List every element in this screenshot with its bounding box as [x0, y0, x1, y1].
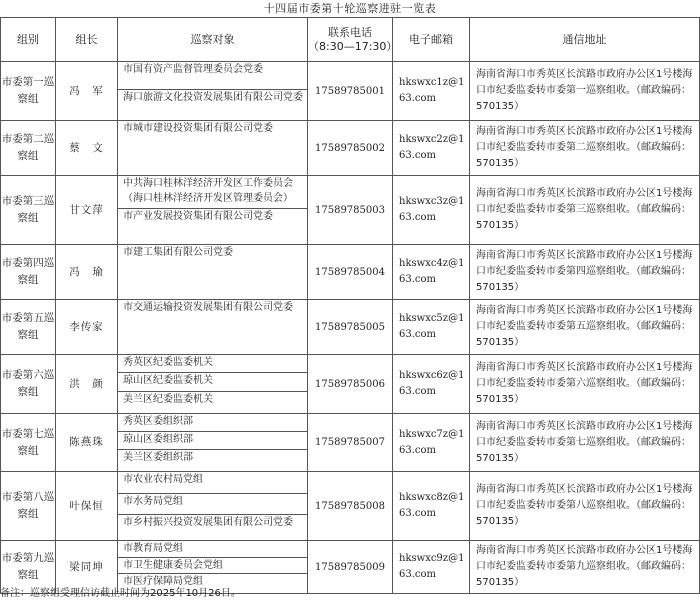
- header-email: 电子邮箱: [393, 18, 470, 62]
- phone-cell: 17589785008: [308, 472, 393, 541]
- target-item: 市医疗保障局党组: [123, 576, 203, 587]
- address-cell: 海南省海口市秀英区长滨路市政府办公区1号楼海口市纪委监委转市委第五巡察组收。（邮政编码：570135）: [470, 300, 700, 355]
- table-row: [1, 176, 700, 245]
- table-header-row: [1, 18, 700, 62]
- target-item: 市教育局党组: [118, 541, 307, 558]
- phone-cell: 17589785006: [308, 355, 393, 414]
- targets-cell: [118, 355, 308, 414]
- target-item: 海口旅游文化投资发展集团有限公司党委: [123, 92, 303, 103]
- address-cell: 海南省海口市秀英区长滨路市政府办公区1号楼海口市纪委监委转市委第四巡察组收。（邮政编码：570135）: [470, 245, 700, 300]
- email-cell: hkswxc8z@163.com: [393, 472, 470, 541]
- table-row: [1, 300, 700, 355]
- address-cell: 海南省海口市秀英区长滨路市政府办公区1号楼海口市纪委监委转市委第六巡察组收。（邮政编码：570135）: [470, 355, 700, 414]
- leader-cell: 李传家: [56, 300, 118, 355]
- table-row: [1, 121, 700, 176]
- header-target: 巡察对象: [118, 18, 308, 62]
- email-cell: hkswxc3z@163.com: [393, 176, 470, 245]
- leader-cell: 梁同坤: [56, 541, 118, 594]
- targets-cell: [118, 245, 308, 300]
- group-cell: 市委第二巡察组: [1, 121, 56, 176]
- address-cell: 海南省海口市秀英区长滨路市政府办公区1号楼海口市纪委监委转市委第九巡察组收。（邮政编码：570135）: [470, 541, 700, 594]
- group-cell: 市委第五巡察组: [1, 300, 56, 355]
- target-item: 秀英区委组织部: [118, 414, 307, 432]
- email-cell: hkswxc1z@163.com: [393, 62, 470, 121]
- target-item: 市卫生健康委员会党组: [118, 558, 307, 575]
- targets-cell: [118, 541, 308, 594]
- phone-cell: 17589785005: [308, 300, 393, 355]
- group-cell: 市委第九巡察组: [1, 541, 56, 594]
- phone-cell: 17589785001: [308, 62, 393, 121]
- header-leader: 组长: [56, 18, 118, 62]
- header-phone: [308, 18, 398, 62]
- target-item: 中共海口桂林洋经济开发区工作委员会（海口桂林洋经济开发区管理委员会）: [118, 176, 307, 209]
- leader-cell: 蔡 文: [56, 121, 118, 176]
- target-item: 市农业农村局党组: [118, 472, 307, 494]
- phone-cell: 17589785007: [308, 414, 393, 472]
- phone-cell: 17589785003: [308, 176, 393, 245]
- leader-cell: 冯 瑜: [56, 245, 118, 300]
- targets-cell: [118, 300, 308, 355]
- email-cell: hkswxc4z@163.com: [393, 245, 470, 300]
- address-cell: 海南省海口市秀英区长滨路市政府办公区1号楼海口市纪委监委转市委第一巡察组收。（邮政编码：570135）: [470, 62, 700, 121]
- table-row: [1, 62, 700, 121]
- target-item: 美兰区纪委监委机关: [123, 393, 213, 405]
- inspection-table: [0, 17, 700, 594]
- table-row: [1, 541, 700, 594]
- group-cell: 市委第七巡察组: [1, 414, 56, 472]
- target-item: 市乡村振兴投资发展集团有限公司党委: [123, 517, 293, 529]
- header-phone-label: 联系电话: [328, 25, 372, 39]
- footnote: 备注：巡察组受理信访截止时间为2025年10月26日。: [0, 588, 241, 599]
- targets-cell: [118, 176, 308, 245]
- header-address: 通信地址: [470, 18, 700, 62]
- targets-cell: [118, 62, 308, 121]
- address-cell: 海南省海口市秀英区长滨路市政府办公区1号楼海口市纪委监委转市委第二巡察组收。（邮政编码：570135）: [470, 121, 700, 176]
- phone-cell: 17589785002: [308, 121, 393, 176]
- targets-cell: [118, 414, 308, 472]
- target-item: 琼山区委组织部: [118, 432, 307, 450]
- table-row: [1, 355, 700, 414]
- table-row: [1, 245, 700, 300]
- leader-cell: 甘文萍: [56, 176, 118, 245]
- group-cell: 市委第一巡察组: [1, 62, 56, 121]
- address-cell: 海南省海口市秀英区长滨路市政府办公区1号楼海口市纪委监委转市委第八巡察组收。（邮政编码：570135）: [470, 472, 700, 541]
- table-row: [1, 472, 700, 541]
- email-cell: hkswxc9z@163.com: [393, 541, 470, 594]
- address-cell: 海南省海口市秀英区长滨路市政府办公区1号楼海口市纪委监委转市委第七巡察组收。（邮政编码：570135）: [470, 414, 700, 472]
- header-group: 组别: [1, 18, 56, 62]
- group-cell: 市委第六巡察组: [1, 355, 56, 414]
- group-cell: 市委第三巡察组: [1, 176, 56, 245]
- target-item: 市水务局党组: [118, 494, 307, 516]
- email-cell: hkswxc6z@163.com: [393, 355, 470, 414]
- leader-cell: 冯 军: [56, 62, 118, 121]
- target-item: 市交通运输投资发展集团有限公司党委: [123, 302, 293, 313]
- target-item: 秀英区纪委监委机关: [118, 355, 307, 373]
- email-cell: hkswxc2z@163.com: [393, 121, 470, 176]
- targets-cell: [118, 472, 308, 541]
- target-item: 琼山区纪委监委机关: [118, 373, 307, 391]
- group-cell: 市委第八巡察组: [1, 472, 56, 541]
- target-item: 市建工集团有限公司党委: [123, 247, 233, 258]
- target-item: 市城市建设投资集团有限公司党委: [123, 123, 273, 134]
- table-row: [1, 414, 700, 472]
- target-item: 美兰区委组织部: [123, 452, 193, 463]
- header-phone-hours: （8:30—17:30）: [308, 39, 398, 53]
- email-cell: hkswxc5z@163.com: [393, 300, 470, 355]
- target-item: 市国有资产监督管理委员会党委: [118, 62, 307, 90]
- leader-cell: 叶保恒: [56, 472, 118, 541]
- target-item: 市产业发展投资集团有限公司党委: [123, 211, 273, 222]
- page-title: 十四届市委第十轮巡察进驻一览表: [263, 2, 437, 15]
- address-cell: 海南省海口市秀英区长滨路市政府办公区1号楼海口市纪委监委转市委第三巡察组收。（邮政编码：570135）: [470, 176, 700, 245]
- email-cell: hkswxc7z@163.com: [393, 414, 470, 472]
- group-cell: 市委第四巡察组: [1, 245, 56, 300]
- targets-cell: [118, 121, 308, 176]
- leader-cell: 洪 颜: [56, 355, 118, 414]
- leader-cell: 陈燕珠: [56, 414, 118, 472]
- phone-cell: 17589785009: [308, 541, 393, 594]
- phone-cell: 17589785004: [308, 245, 393, 300]
